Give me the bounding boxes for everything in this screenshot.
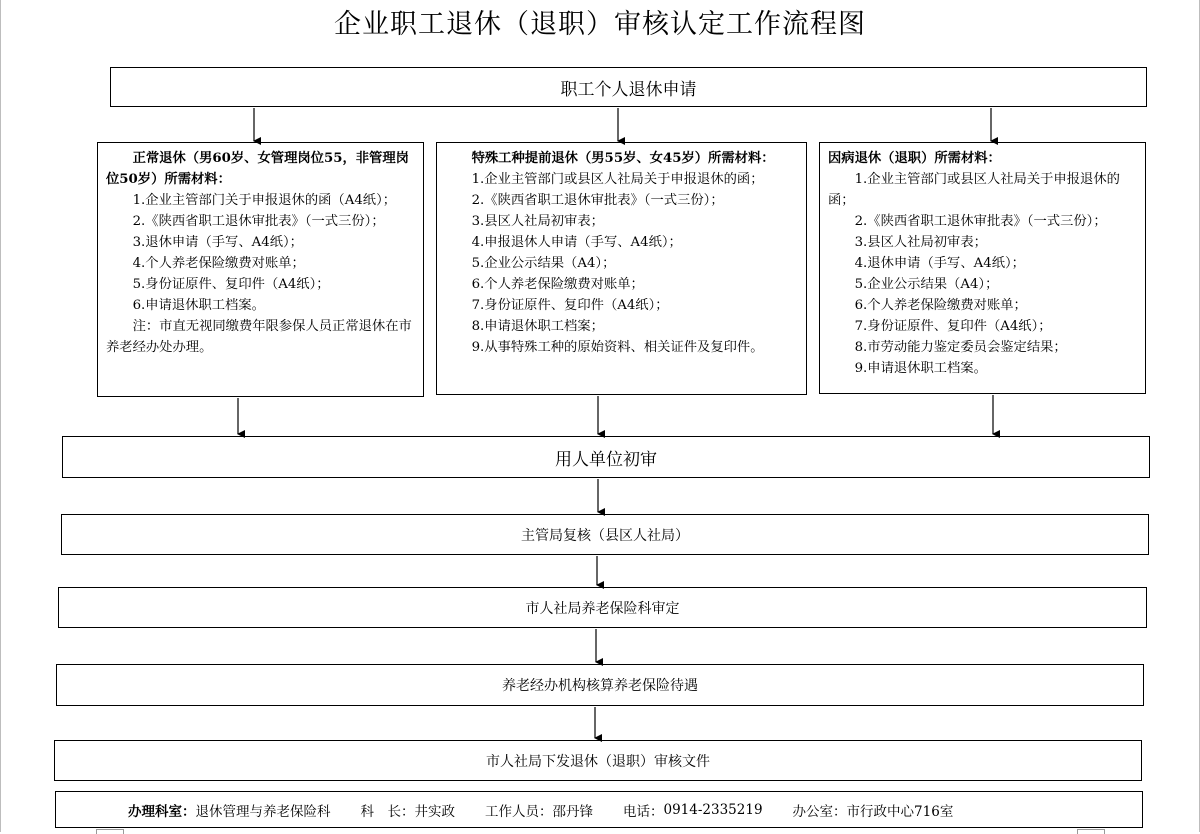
material-item: 1.企业主管部门或县区人社局关于申报退休的函； (471, 172, 764, 187)
employer-initial-review-label: 用人单位初审 (555, 449, 657, 470)
material-item: 2.《陕西省职工退休审批表》（一式三份）； (471, 193, 724, 208)
material-item: 3.县区人社局初审表； (471, 214, 604, 229)
material-item: 3.县区人社局初审表； (854, 235, 987, 250)
chief-label: 科 长： (360, 803, 415, 820)
supervisor-recheck-label: 主管局复核（县区人社局） (521, 527, 689, 544)
page-corner-mark (1077, 829, 1105, 834)
material-item: 6.个人养老保险缴费对账单； (471, 277, 644, 292)
material-item: 4.退休申请（手写、A4纸）； (854, 256, 1025, 271)
room-value: 市行政中心716室 (846, 803, 954, 820)
room-label: 办公室： (792, 803, 847, 820)
city-pension-approval-label: 市人社局养老保险科审定 (525, 600, 680, 617)
material-item: 3.退休申请（手写、A4纸）； (132, 235, 303, 250)
office-label: 办理科室： (128, 803, 196, 820)
material-item: 7.身份证原件、复印件（A4纸）； (854, 319, 1052, 334)
chief-value: 井实政 (414, 803, 455, 820)
illness-retirement-heading: 因病退休（退职）所需材料： (828, 151, 1001, 166)
material-item: 4.申报退休人申请（手写、A4纸）； (471, 235, 682, 250)
material-item: 5.身份证原件、复印件（A4纸）； (132, 277, 330, 292)
phone-value: 0914-2335219 (663, 801, 763, 818)
material-item: 6.申请退休职工档案。 (132, 298, 265, 313)
special-job-retirement-heading: 特殊工种提前退休（男55岁、女45岁）所需材料： (471, 151, 775, 166)
material-item: 8.市劳动能力鉴定委员会鉴定结果； (854, 340, 1067, 355)
material-item: 7.身份证原件、复印件（A4纸）； (471, 298, 669, 313)
phone-label: 电话： (623, 803, 664, 820)
material-item: 2.《陕西省职工退休审批表》（一式三份）； (132, 214, 385, 229)
material-note: 注：市直无视同缴费年限参保人员正常退休在市养老经办处办理。 (106, 319, 412, 355)
material-item: 5.企业公示结果（A4）； (471, 256, 616, 271)
pension-calculation-label: 养老经办机构核算养老保险待遇 (502, 678, 698, 694)
staff-label: 工作人员： (485, 803, 553, 820)
material-item: 5.企业公示结果（A4）； (854, 277, 999, 292)
staff-value: 邵丹锋 (552, 803, 593, 820)
material-item: 2.《陕西省职工退休审批表》（一式三份）； (854, 214, 1107, 229)
material-item: 9.从事特殊工种的原始资料、相关证件及复印件。 (471, 340, 764, 355)
material-item: 6.个人养老保险缴费对账单； (854, 298, 1027, 313)
material-item: 8.申请退休职工档案； (471, 319, 604, 334)
apply-step-label: 职工个人退休申请 (560, 79, 697, 100)
issue-approval-document-label: 市人社局下发退休（退职）审核文件 (486, 753, 710, 770)
material-item: 4.个人养老保险缴费对账单； (132, 256, 305, 271)
normal-retirement-heading: 正常退休（男60岁、女管理岗位55，非管理岗位50岁）所需材料： (106, 151, 409, 187)
office-value: 退休管理与养老保险科 (195, 803, 331, 820)
material-item: 1.企业主管部门或县区人社局关于申报退休的函； (828, 172, 1120, 208)
flowchart-title: 企业职工退休（退职）审核认定工作流程图 (334, 9, 866, 40)
page-corner-mark (96, 829, 124, 834)
material-item: 1.企业主管部门关于申报退休的函（A4纸）； (132, 193, 397, 208)
material-item: 9.申请退休职工档案。 (854, 361, 987, 376)
